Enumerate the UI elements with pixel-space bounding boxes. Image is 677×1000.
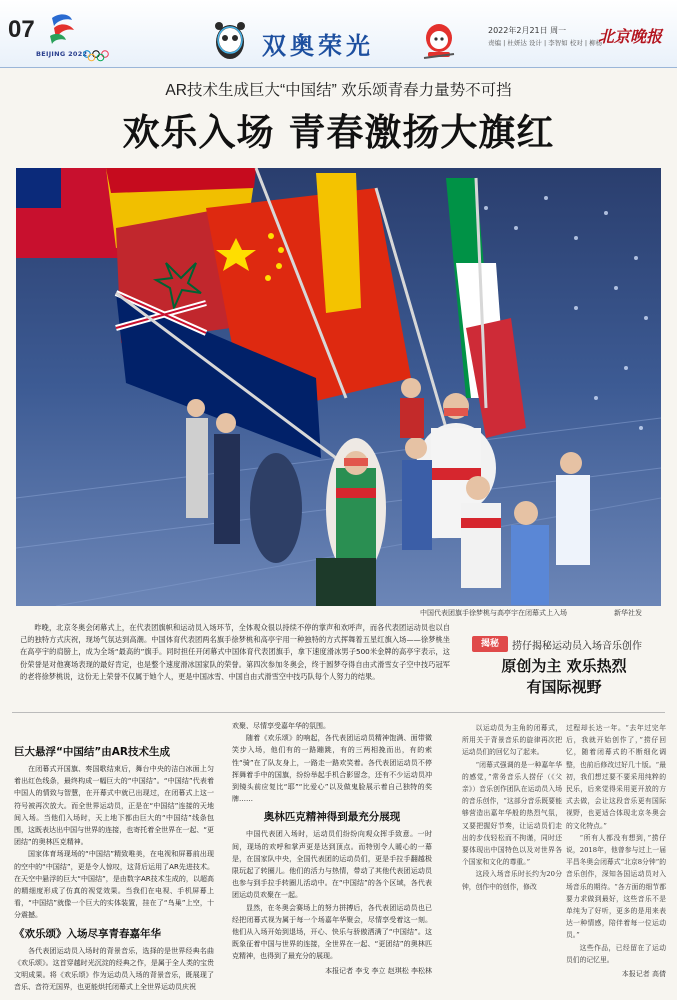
olympic-rings-icon <box>82 50 110 62</box>
sidebar-title-line-1: 原创为主 欢乐热烈 <box>501 657 627 675</box>
sidebar-tag: 揭秘 <box>472 636 508 652</box>
article-subtitle: AR技术生成巨大“中国结” 欢乐颂青春力量势不可挡 <box>165 82 512 99</box>
body-paragraph: 随着《欢乐颂》的响起，各代表团运动员精神饱满、面带微笑步入场，他们有的一路蹦跳，有的三两相挽而出，有的索性“骑”在了队友身上，一路走一路欢笑着。各代表团运动员不停挥舞着手中的国旗，纷纷举起手机合影留念，还有不少运动员冲到镜头前应复比“耶”“比爱心”以及做鬼脸展示着自己独特的奖牌…… <box>232 734 432 804</box>
sidebar-column-1 <box>462 722 562 893</box>
body-paragraph: 国家体育场现场的“中国结”精致唯美，在电视和屏幕前出现的空中的“中国结”，更是令人惊叹，这背后运用了AR先进技术。在天空中悬浮的巨大“中国结”，是由数字AR技术生成的，以超高的精细度形成了仿真的视觉效果。当我们在电视、手机屏幕上看，“中国结”就像一个巨大的实体装置，挂在了“鸟巢”上空，十分震撼。 <box>14 850 214 920</box>
subhead-ode-to-joy: 《欢乐颂》入场尽享青春嘉年华 <box>14 927 161 940</box>
byline: 本报记者 高倩 <box>621 970 666 979</box>
body-column-1 <box>14 740 214 993</box>
photo-caption: 中国代表团旗手徐梦桃与高亭宇在闭幕式上入场 <box>420 609 567 617</box>
body-paragraph: “所有人都没有想到，”捞仔说，2018年，他曾参与过上一届平昌冬奥会闭幕式“北京8分钟”的音乐创作，深知各国运动员对入场音乐的期待。“各方面的细节都要力求做到最好，这些音乐不是单纯为了好听，更多的是用来表达一种情感，陪伴着每一位运动员。” <box>566 833 666 940</box>
body-paragraph: 在闭幕式开国旗、奏国歌结束后，舞台中央的洁白冰面上匀着出红色线条，最终构成一幅巨大的“中国结”。“中国结”代表着中国人的情致与智慧，在开幕式中就已出现过，在闭幕式上这一符号被再次放大。而全世界运动员，正是在“中国结”连接的天地间入场。当他们入场时，天上地下都由巨大的“中国结”线条包围，这既表达出中国与世界的连接，也寄托着全世界在一起、“更团结”的奥林匹克精神。 <box>14 765 214 847</box>
newspaper-name: 北京晚报 <box>598 27 663 46</box>
body-paragraph: 过程却长达一年。“去年过完年后，我就开始创作了，”捞仔回忆，随着闭幕式的不断细化调整，也前后修改过好几十版。“最初，我们想过要不要采用纯粹的民乐，后来觉得采用更开放的方式去做，会让这段音乐更有国际视野，也更适合体现北京冬奥会的文化特点。” <box>566 724 666 830</box>
sidebar-column-2 <box>566 722 666 980</box>
issue-date: 2022年2月21日 周一 <box>488 26 567 35</box>
sidebar-kicker: 捞仔揭秘运动员入场音乐创作 <box>512 641 642 652</box>
byline: 本报记者 李戈 李立 赵琪松 李松林 <box>325 966 432 975</box>
body-paragraph: 这些作品，已经留在了运动员们的记忆里。 <box>566 943 666 964</box>
closing-ceremony-photo <box>16 168 661 606</box>
subhead-ar-chinese-knot: 巨大悬浮“中国结”由AR技术生成 <box>14 746 171 758</box>
body-paragraph: 欢聚、尽情享受嘉年华的氛围。 <box>232 722 330 730</box>
body-paragraph: 显然，在冬奥会赛场上的努力拼搏后，各代表团运动员也已经把闭幕式视为属于每一个场嘉年华聚会，尽情享受着这一刻。他们从入场开始到退场，开心、快乐与骄傲洒满了“中国结”。这既象征着中国与世界的连接，全世界在一起、“更团结”的奥林匹克精神，也得到了最充分的展现。 <box>232 903 432 961</box>
article-headline: 欢乐入场 青春激扬大旗红 <box>122 111 555 154</box>
games-wordmark: BEIJING 2022 <box>36 50 88 58</box>
body-paragraph: “闭幕式强调的是一种嘉年华的感觉，”常务音乐人捞仔（《父亲》）音乐创作团队在运动员入场的音乐创作，“这部分音乐既要能够营造出嘉年华般的热烈气氛，又要把握好节奏，让运动员们走出的步伐轻松而不拘谨，同时还要体现出中国特色以及对世界各个国家和文化的尊重。” <box>462 760 562 867</box>
body-paragraph: 这段入场音乐时长约为20分钟，创作中的创作，修改 <box>462 870 562 891</box>
page-header <box>0 0 677 68</box>
games-emblem-icon <box>46 10 78 46</box>
photo-credit: 新华社发 <box>614 609 642 617</box>
page-number: 07 <box>8 16 35 43</box>
body-column-2 <box>232 720 432 977</box>
lead-paragraph: 昨晚，北京冬奥会闭幕式上，在代表团旗帜和运动员入场环节，全体观众很以持续不停的掌声和欢呼声，而各代表团运动员也以自己的独特方式庆祝，现场气氛达到高潮。中国体育代表团两名旗手徐梦桃和高亭宇用一种独特的方式挥舞着五星红旗入场——徐梦桃坐在高亭宇的肩膀上，成为全场“最高的”旗手。同时担任开闭幕式中国体育代表团旗手，拿下速度滑冰男子500米金牌的高亭宇表示，这份荣誉是对他赛场表现的最好肯定，也是整个速度滑冰国家队的荣誉。第四次参加冬奥会，终于圆梦夺得自由式滑雪女子空中技巧冠军的老将徐梦桃说，这份无上荣誉不仅属于她个人，更是中国冰雪、中国自由式滑雪空中技巧队每个人努力的结果。 <box>20 623 450 681</box>
section-divider <box>12 712 665 713</box>
sidebar-title-line-2: 有国际视野 <box>526 678 602 696</box>
mascot-shuey-rhon-rhon-icon <box>420 18 458 62</box>
section-title: 双奥荣光 <box>262 31 374 60</box>
body-paragraph: 中国代表团入场时，运动员们纷纷向观众挥手致意。一时间，现场的欢呼和掌声更是达到顶点。而特别令人暖心的一幕是，在国家队中央，全国代表团的运动员们，更是手拉手翻越极限玩起了转圈儿。他们的活力与热情，带动了其他代表团运动员也参与到手拉手转圈儿活动中。在“中国结”的各个区域，各代表团运动员欢聚在一起。 <box>232 830 432 900</box>
subhead-olympic-spirit: 奥林匹克精神得到最充分展现 <box>263 811 401 824</box>
editorial-staff: 责编 | 杜妍达 设计 | 李智如 校对 | 柳杨 <box>488 39 603 47</box>
body-paragraph: 各代表团运动员入场时的背景音乐，选择的是世界经典名曲《欢乐颂》。这首穿越时光沉淀的经典之作，是属于全人类的宝贵文明成果。将《欢乐颂》作为运动员入场的背景音乐，既展现了音乐、音符无国界，也更能烘托闭幕式上全世界运动员庆祝 <box>14 946 214 992</box>
mascot-bing-dwen-dwen-icon <box>210 18 250 62</box>
body-paragraph: 以运动员为主角的闭幕式，所用关于背景音乐的旋律再次把运动员们的回忆勾了起来。 <box>462 724 562 757</box>
